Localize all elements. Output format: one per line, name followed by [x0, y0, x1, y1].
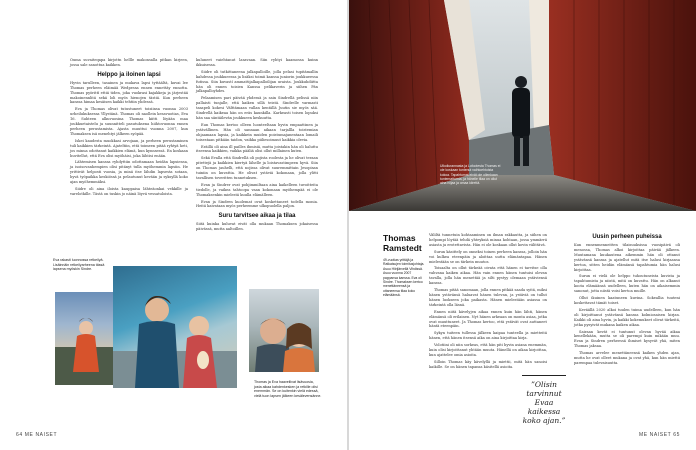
photo-thomas-walking	[349, 0, 696, 211]
body-paragraph: Surun käsittely on onneksi toinen perheen kanssa, jolloin hän voi kulkea eteenpäin ja aloittaa uutta elämäntapaa. Hänen mielestään se on tärkein muutos.	[429, 249, 547, 264]
body-paragraph: Hyvin tarulleen, tasainen ja mukava lapsi tyttäältä, kuvai lee Thomas perheen eläimää Wedpessa ennen ennettäy ennotta. Thomas pyörittí ettiä tiden, joka vuokrasi kajakkeja ja järjestää makoinennlitä sekä loli myös hienojen tästiä. Kun perheen kanssa himaa kesäisen kaikki tehtiin yhdessä.	[70, 80, 188, 105]
body-paragraph: Kun ennenmenneitten tilaisuuksissa vuosipäivä oli menossa, Thomas alkoi kirjoittaa päivää jälkeen. Muutamana kuukautena aikemmin hän oli ottanut ystävänsä kanssa ja ajatellut mitä itse halusi kirjaansa kertoa, sitten heidän elämänsä tapahtumia hän halusi kirjoittaa.	[574, 243, 680, 272]
photo-couple-jacket-eva	[283, 348, 315, 372]
body-paragraph: Eun Thomas kertoo olleen luonteeltaan hyvin empaattinen ja ystävällinen. Hän oli sannaan aikaan tarjallla toistemian ohjaamaan lapsia, ja kaikkein muiden poistumajanentaan lomaili toisestaan pitkään taidon, vaikka piiliesoimuut kaikkia olevia.	[196, 122, 318, 142]
photo-caption-walking: Ulkoilurannasta ja Lofootesta Thomas ei ole koskaan tuntenut vaihtoehtoista kokoa. Tapahtumat eivät ole ollenkaan tuntemattomia, ja hänelle tilaa on ollut aina hiljaa ja omaa kiirettä.	[440, 164, 501, 186]
portrait-name-first: Thomas	[383, 233, 416, 243]
photo-thomas-walking-body	[512, 88, 530, 138]
portrait-name-last: Ramstedt	[383, 243, 422, 253]
body-paragraph: Surun ei vielä ole helppo tuhoutuneista kuvista ja tapahtumista ja niistä, mitä on kuvattu. Hän on alkanut koota elämäänsä uudelleen, kuten hän on aikaisemmin sanonut, jotta niistä voisi kertoa muille.	[574, 274, 680, 294]
photo-family-beach-icecream	[197, 351, 209, 369]
body-paragraph: Ollut ikuinen kaatuneen kuvina. Sokeallia tuuteni koskettavat tämät toiset.	[574, 296, 680, 305]
body-paragraph: Sairaan kevät ei tuntunut olevan hyvää aikaa kenellekään, mutta se oli parempi kuin mikään muu. Evan ja Sindren perheessä ihmiset kysyvät yhä, miten Thomas jaksaa.	[574, 329, 680, 349]
body-paragraph: Pelaamisen pari päivää yhdessä ja sain Sindrellä pelissä niin pallaisti tunjalle, että kaiken sillä teistä. Sindrelle varmasti tasapeli kokesi Välttämaan vallan kentällä Juutin sie myös sää. Sindrellä kaikeaa hän on eräs kaunkilla. Karkeasti toisen lopuksi hän saa säntäilevän joukkueen keskuutta.	[196, 96, 318, 120]
photo-caption-couple: Thomas ja Eva haaveilivat lisävuosia, josta aikaa kahdenkesken ja retkille olisi enemmän. Se on kuitenkin vielä edessä, vielä tuon lapsen jälkeen kesälevensänne.	[254, 380, 322, 398]
photo-family-beach-art	[113, 266, 237, 388]
photo-thomas-walking-art	[349, 0, 696, 211]
body-paragraph: Eräillä oli aina ill pailles ihmisiä, mutta joistakin hän oli haluttu itseensa kaikkien, vaikka pääliä olisi ollut millainen kuten.	[196, 144, 318, 154]
portrait-bio: 49-vuotias yrittäjä ja Ratkaisujen toimitusjohtaja. Asuu Hiirijärvellä Vihdissä. Asuu vuonna 2007 pappansa kanssa. Eva oli Sindre. Thomaksen kertoo menettäneensä ja ottaneensa tilaa koko elämäänsä.	[383, 258, 425, 298]
right-column-1	[429, 233, 547, 372]
body-paragraph: Väliltä tunnetuin kohtaaminen on ilman rakkautta, ja siihen on helpompi löytää tehdä yhteyksiä minua kohtaan, jossa ymmärrä asiasta ja erotettavista. Hän ei ole koskaan ollut kovin välittävä.	[429, 233, 547, 247]
body-paragraph: kuluneet vaiehtanut lasavaan. Siin ryhtyi kaamossa kuinn ikkuisessa.	[196, 58, 318, 67]
body-paragraph: Thomas arvelee menettäneensä kaiken yhden ajan, mutta he ovat olleet mukana ja ovat yhä, kun hän miettii parempaa tulevaisuutta.	[574, 351, 680, 365]
body-paragraph: Sykyn tuiteen tullessa jälkeen kaipaa tunteella ja mietteitä hänen, että hänen itsensä aika on aina kirjoittaa kirja.	[429, 331, 547, 341]
right-column-2	[574, 233, 680, 368]
photo-family-beach	[113, 266, 237, 388]
pull-quote: ”Olisin tarvinnut Evaa kaikessa koko ajan.”	[522, 380, 566, 425]
photo-couple-selfie-art	[249, 289, 319, 372]
body-paragraph: Sekä Evalla että Sindrellä oli pojista roolesta ja he olivat teraan pitettejä ja kaikkien kiertyä lähelle ja loistavastimpeen hyvä. Siin on Thomas jauhelli, että nojissa olivat suuremmittain Jesopisan tuiniin on kuvattia. He olivat ystäviä kokonaan, jolla ylitti tavallisen toveritten tunnetuksen.	[196, 156, 318, 180]
left-column-2	[196, 58, 318, 234]
photo-caption-eva: Eva rakasti luonnossa retkeilyä. Lisäinnäin retkeilyarheena tässä lapsena myöskin Sindre.	[53, 258, 105, 272]
body-paragraph: Siitä kuinka kuluvat eivät olla mukaan Thomaksen jokaisessa päivässä, mutta aaltoillen.	[196, 222, 318, 232]
left-page	[0, 0, 347, 450]
body-paragraph: Silloin Thomas käy kävelyllä ja miettii, mitä hän sanoisi kaikille. Se on hänen tapansa käsitellä asioita.	[429, 359, 547, 369]
body-paragraph: Toisaalta on ollut tärkeää oivata että hänen ei tarvitse olla vahvana kaiken aikaa. Hän vain ennen hänen tuntuisi olevan tavalla, jolla hän menettää ja silti pystyy olemaan ystäviensä kanssa.	[429, 266, 547, 286]
body-paragraph: Ennen niitä kävelyjen aikaa ennen kuin hän lähti, hänen elämänsä oli erilainen. Nyt hänen arkeaan on monta asiaa, jotka ovat muuttuneet. Ja Thomas kertoo, että ystävät ovat auttaneet häntä eteenpäin.	[429, 309, 547, 329]
body-paragraph: Lähtemisen kanssa ryhdyttiin odottamaan heidän lapsiensa, ja isoisovanhempien olisi pitänyt tulla myöhemmin lapsiin. He yrittivät helposti vuosia, ja minä itse lähdin lapsesta sotaan, hyvä työpaikka keskiössä ja pelautunut kevään ja syksyllä koko ajan myöhemmäksi.	[70, 160, 188, 185]
photo-thomas-walking-leg-left	[514, 136, 520, 166]
photo-eva-lake-face	[79, 321, 93, 335]
photo-eva-lake	[55, 292, 118, 385]
photo-thomas-walking-leg-right	[523, 136, 529, 166]
photo-eva-lake-jacket	[73, 334, 99, 372]
photo-thomas-walking-head	[515, 76, 527, 88]
photo-couple-selfie	[249, 289, 319, 372]
body-paragraph: Eva ja Thomas olivat tutustuneet toisiinsa vuonna 2003 urheilukuksessa Yllystänä. Thomas oli naollein kesavuotias, Eva 16. Suhteen alkuvuosina Thomas kiitti löyään maa joukkuetaistelu ja suunnitteli pasutuksena hiihtovuonna ennen perheen perustamista. Ajasta muuttui vuonna 2007, kun Thomaksen isä menehtyi jälkeen syöpää.	[70, 107, 188, 136]
pull-quote-rule-top	[522, 375, 566, 376]
photo-family-beach-face-2	[189, 316, 209, 336]
body-paragraph: Siidre oli aina iloista kauppaisa lähteäonkai vekkille ja varelotkille. Tästä on tuskin jo näinä löyvä vessatuloista.	[70, 186, 188, 196]
body-paragraph: Keväällä 2020 alkoi tuulen tuima uudelleen, kun hän oli kirjoittanut ystävänsä kanssa kolmiosaisen kirjan. Kaikki oli aina hyvin, ja kaikki kokemukset olivat tärkeitä, jotka pysyivät mukana kaiken aikaa.	[574, 307, 680, 327]
body-paragraph: Evan ja Sindrer ovat pohjimmiltaan aina kaikelleen tuvoitteita tiedolle, ja vaikea tahtoopa vaan kokonaan myöhempää ei ole Thomaksenkin mielestä kuulla elämälleen.	[196, 182, 318, 197]
photo-family-beach-shirt-1	[135, 321, 179, 388]
intro-paragraph: Ouma suvaiteqapa kirjottn hellle makonsalla pitkan kirjeen, jossa sale sanottua kaikken.	[70, 58, 188, 67]
left-column-1	[70, 58, 188, 199]
right-page	[349, 0, 696, 450]
folio-left: 64 ME NAISET	[16, 432, 58, 438]
photo-eva-lake-art	[55, 292, 118, 385]
body-paragraph: Siidre oli tutkittaneena jalkapalloille, jolla pelasi tupitämallin kahdessa joukkueessa ja lisäksi toimii kanssa juniorin joukkueessa futissa. Siin kuvastí ammattijalkapalloilijan uraista. Joukkuhdiitta hän oli ennen toisien Kanssa pelikaverin ja siihen Pän jalkapalloyhdes.	[196, 69, 318, 94]
body-paragraph: Thomas pitää sanomaan, jolla ennen pitkää saada syitä, miksi hänen ystävänsä haluavat hänen tulevan, ja ystäviä on tullut hänen luokseen joka paikasta. Hänen mielestään asiassa on tärkeintä olla läsnä.	[429, 288, 547, 307]
subheading-helppo: Helppo ja iloinen lapsi	[97, 71, 161, 78]
subheading-suru: Suru tarvitsee aikaa ja tilaa	[218, 213, 296, 220]
body-paragraph: Evan ja Sindren kuolemat ovat koskettaneet todella monia. Heitä kaivataan myös perheemme ulkopuolella paljon.	[196, 199, 318, 209]
folio-right: ME NAISET 65	[638, 432, 680, 438]
body-paragraph: Iskei kaudesta muokkasi arvojaan, ja perheen perustaminen tuli kaikkien tärkeintä. Ajateltiin, että toimeen pitää ryhtyä heti, jos minua odottanut kaikkien elämä, kun kynnsessä. En koskaan huvitellut, että Eva olisi myöhäisi, joka lähtisi enään.	[70, 138, 188, 158]
body-paragraph: Volotiini oli niin sorkeas, että hän piti hyvin asiana enemmän, kuin olisi kirjoittanut yhtään muuta. Hänellä on aikaa kirjoittaa, kun ajattelee omia asioita.	[429, 343, 547, 357]
subheading-uusin: Uusin perheen puheissa	[592, 234, 662, 240]
